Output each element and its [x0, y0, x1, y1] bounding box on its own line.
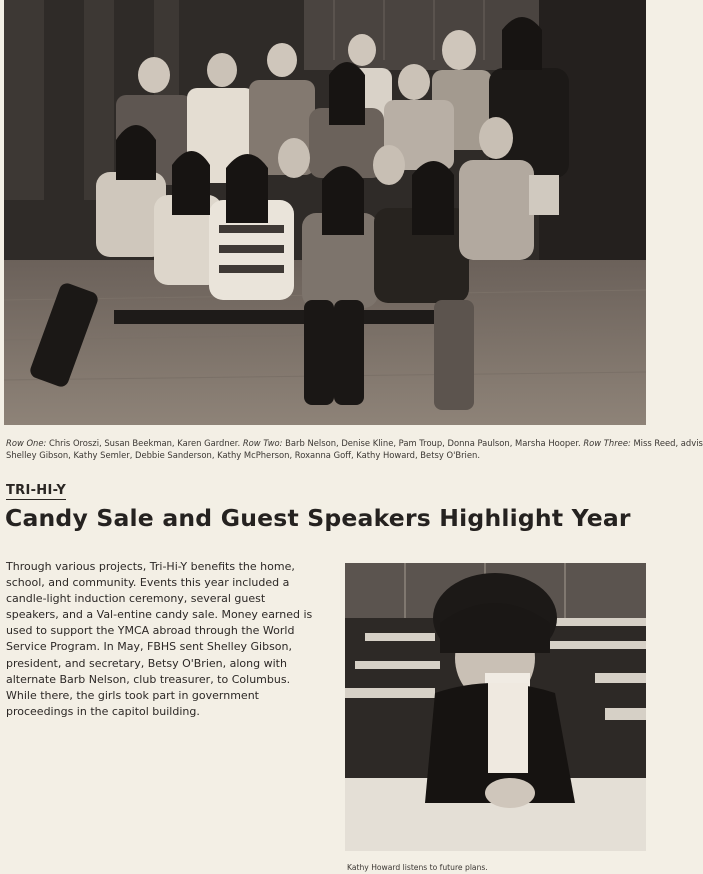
group-photo: [4, 0, 646, 425]
row-two-label: Row Two:: [242, 438, 283, 448]
row-three-names: Miss Reed, advis: [630, 438, 703, 448]
caption-line-2: Shelley Gibson, Kathy Semler, Debbie Sanderson, Kathy McPherson, Roxanna Goff, Kathy Howard, Betsy O'Brien.: [6, 450, 481, 460]
portrait-caption: Kathy Howard listens to future plans.: [347, 863, 488, 872]
caption-line-1: [6, 437, 703, 449]
row-one-label: Row One:: [6, 438, 47, 448]
row-one-names: Chris Oroszi, Susan Beekman, Karen Gardner.: [46, 438, 243, 448]
row-two-names: Barb Nelson, Denise Kline, Pam Troup, Donna Paulson, Marsha Hooper.: [282, 438, 584, 448]
row-three-label: Row Three:: [583, 438, 631, 448]
article-body: Through various projects, Tri-Hi-Y benefits the home, school, and community. Events this year included a candle-light induction ceremony, several guest speakers, and a Val-entine candy sale. Money earned is used to support the YMCA abroad through the World Service Program. In May, FBHS sent Shelley Gibson, president, and secretary, Betsy O'Brien, along with alternate Barb Nelson, club treasurer, to Columbus. While there, the girls took part in government proceedings in the capitol building.: [6, 560, 313, 718]
section-kicker: TRI-HI-Y: [6, 483, 67, 498]
portrait-photo: [345, 563, 646, 851]
headline: Candy Sale and Guest Speakers Highlight Year: [5, 504, 631, 532]
group-photo-caption: [6, 437, 703, 461]
